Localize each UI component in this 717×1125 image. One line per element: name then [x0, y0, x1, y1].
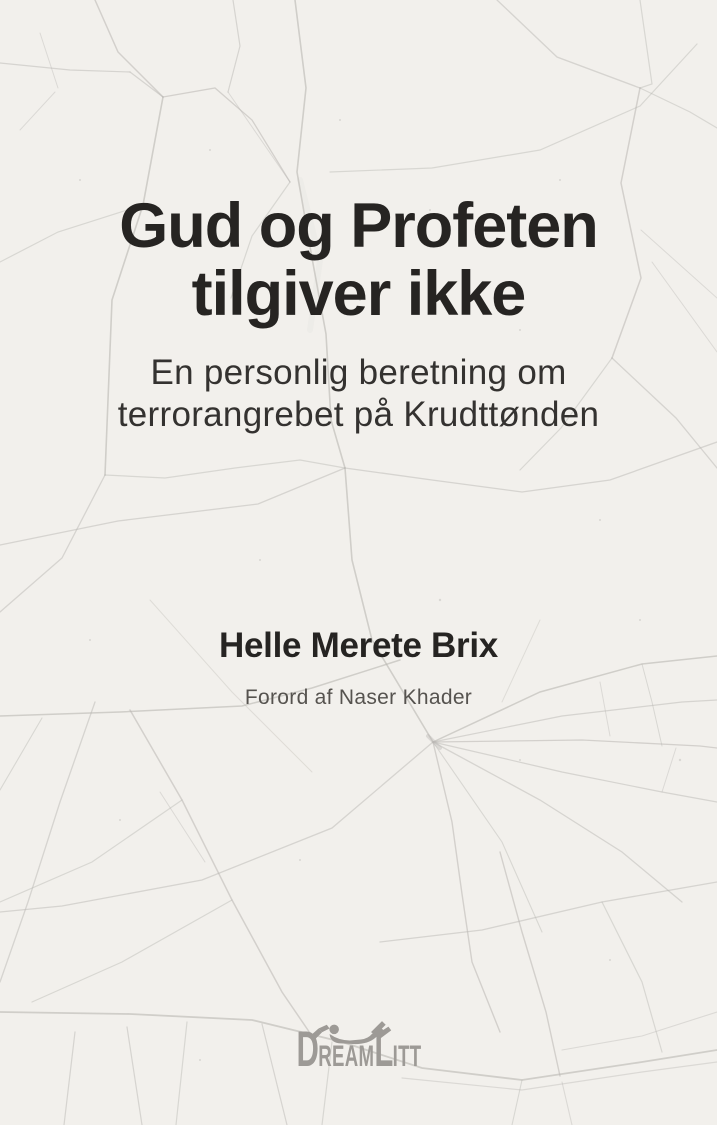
- foreword-credit: Forord af Naser Khader: [244, 686, 473, 709]
- book-subtitle-line-2: terrorangrebet på Krudttønden: [117, 395, 600, 434]
- publisher-letters-ream: REAM: [317, 1040, 374, 1073]
- book-subtitle: [0, 352, 717, 436]
- publisher-letter-l: L: [373, 1021, 393, 1077]
- book-title-line-2: tilgiver ikke: [191, 259, 526, 329]
- author-name: Helle Merete Brix: [219, 626, 498, 665]
- publisher-wordmark: [296, 1021, 421, 1077]
- book-title-line-1: Gud og Profeten: [119, 191, 598, 261]
- publisher-letters-itt: ITT: [392, 1040, 421, 1073]
- publisher-letter-d: D: [296, 1021, 318, 1077]
- publisher-logo: [0, 1018, 717, 1078]
- book-subtitle-line-1: En personlig beretning om: [150, 353, 567, 392]
- publisher-logo-inner: [249, 1018, 469, 1076]
- book-title: [0, 192, 717, 328]
